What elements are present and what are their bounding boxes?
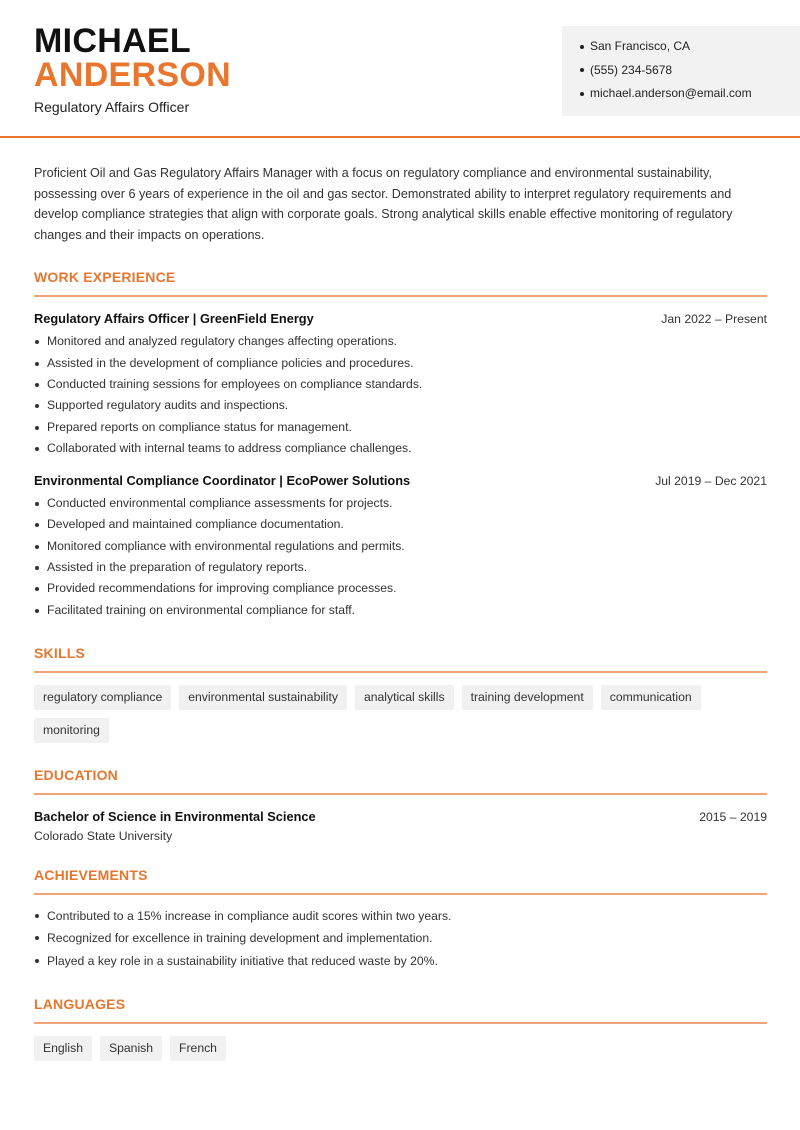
phone-text: (555) 234-5678 <box>590 62 673 77</box>
skill-tag: analytical skills <box>355 685 454 710</box>
language-tag: Spanish <box>100 1036 162 1061</box>
bullet-item: Monitored and analyzed regulatory changes affecting operations. <box>34 331 767 352</box>
bullet-item: Collaborated with internal teams to address compliance challenges. <box>34 438 767 459</box>
skills-section <box>34 645 767 743</box>
bullet-item: Supported regulatory audits and inspections. <box>34 395 767 416</box>
languages-tag-list <box>34 1036 767 1061</box>
email-link[interactable]: michael.anderson@email.com <box>590 86 752 100</box>
degree-title: Bachelor of Science in Environmental Science <box>34 808 316 824</box>
languages-section <box>34 996 767 1061</box>
bullet-item: Assisted in the development of compliance policies and procedures. <box>34 353 767 374</box>
contact-phone <box>580 62 800 86</box>
section-divider <box>34 793 767 795</box>
skill-tag: environmental sustainability <box>179 685 347 710</box>
section-title-work: WORK EXPERIENCE <box>34 269 176 286</box>
job-title: Regulatory Affairs Officer <box>34 99 190 115</box>
achievement-item: Recognized for excellence in training development and implementation. <box>34 927 767 950</box>
education-section <box>34 767 767 843</box>
achievements-list <box>34 905 767 973</box>
section-title-education: EDUCATION <box>34 766 118 783</box>
skill-tag: communication <box>601 685 701 710</box>
section-title-languages: LANGUAGES <box>34 996 126 1013</box>
bullet-item: Assisted in the preparation of regulatory reports. <box>34 557 767 578</box>
job-bullets <box>34 493 767 621</box>
work-experience-section <box>34 269 767 621</box>
section-divider <box>34 671 767 673</box>
skill-tag: monitoring <box>34 718 109 743</box>
bullet-icon <box>580 45 584 49</box>
location-text: San Francisco, CA <box>590 39 691 53</box>
bullet-item: Prepared reports on compliance status for management. <box>34 417 767 438</box>
achievement-item: Contributed to a 15% increase in compliance audit scores within two years. <box>34 905 767 928</box>
contact-box <box>562 26 800 116</box>
section-title-skills: SKILLS <box>34 644 85 661</box>
bullet-item: Facilitated training on environmental compliance for staff. <box>34 600 767 621</box>
contact-location <box>580 38 800 62</box>
section-divider <box>34 295 767 297</box>
section-divider <box>34 893 767 895</box>
job-heading: Regulatory Affairs Officer | GreenField Energy <box>34 311 314 327</box>
resume-body <box>34 163 767 1061</box>
school-name: Colorado State University <box>34 828 173 843</box>
education-years: 2015 – 2019 <box>699 809 767 824</box>
bullet-icon <box>580 92 584 96</box>
section-title-achievements: ACHIEVEMENTS <box>34 866 148 883</box>
resume-header <box>0 0 800 138</box>
job-dates: Jan 2022 – Present <box>661 312 767 327</box>
last-name: ANDERSON <box>34 56 231 94</box>
bullet-item: Conducted environmental compliance assessments for projects. <box>34 493 767 514</box>
summary-paragraph: Proficient Oil and Gas Regulatory Affairs Manager with a focus on regulatory compliance and environmental sustainability, possessing over 6 years of experience in the oil and gas sector. Demonstrated ability to interpret regulatory requirements and develop compliance strategies that align with corporate goals. Strong analytical skills enable effective monitoring of regulatory changes and their impacts on operations. <box>34 166 733 242</box>
job-dates: Jul 2019 – Dec 2021 <box>655 474 767 489</box>
bullet-item: Conducted training sessions for employees on compliance standards. <box>34 374 767 395</box>
first-name: MICHAEL <box>34 22 191 60</box>
job-entry <box>34 473 767 621</box>
job-heading: Environmental Compliance Coordinator | EcoPower Solutions <box>34 473 411 489</box>
contact-email <box>580 85 800 109</box>
education-entry <box>34 809 767 843</box>
language-tag: English <box>34 1036 92 1061</box>
bullet-item: Monitored compliance with environmental regulations and permits. <box>34 536 767 557</box>
skill-tag: regulatory compliance <box>34 685 171 710</box>
bullet-item: Developed and maintained compliance documentation. <box>34 514 767 535</box>
bullet-item: Provided recommendations for improving compliance processes. <box>34 578 767 599</box>
section-divider <box>34 1022 767 1024</box>
job-bullets <box>34 331 767 459</box>
bullet-icon <box>580 68 584 72</box>
skills-tag-list <box>34 685 767 743</box>
achievements-section <box>34 867 767 973</box>
achievement-item: Played a key role in a sustainability initiative that reduced waste by 20%. <box>34 950 767 973</box>
language-tag: French <box>170 1036 226 1061</box>
job-entry <box>34 311 767 459</box>
skill-tag: training development <box>462 685 593 710</box>
